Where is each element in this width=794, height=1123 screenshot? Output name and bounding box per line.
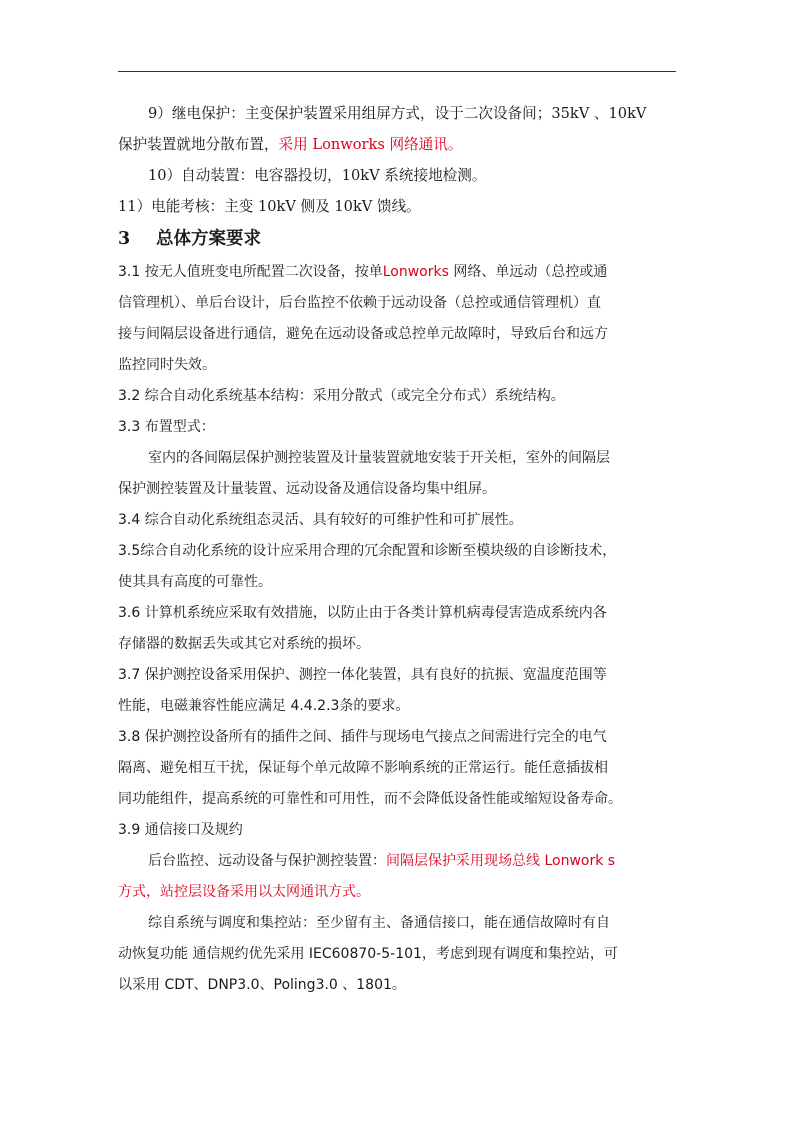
clause-3-8-cont: 同功能组件，提高系统的可靠性和可用性，而不会降低设备性能或缩短设备寿命。 — [118, 791, 622, 807]
clause-3-1-cont: 监控同时失效。 — [118, 357, 216, 373]
clause-3-1: 3.1 按无人值班变电所配置二次设备，按单Lonworks 网络、单远动（总控或通 — [118, 264, 608, 280]
clause-3-5-cont: 使其具有高度的可靠性。 — [118, 574, 272, 590]
highlight-lonworks: Lonworks — [382, 264, 449, 280]
paragraph-auto-device: 10）自动装置：电容器投切，10kV 系统接地检测。 — [148, 167, 487, 184]
section-number: 3 — [118, 229, 131, 249]
highlight-fieldbus: 间隔层保护采用现场总线 Lonwork s — [386, 853, 616, 869]
clause-3-8: 3.8 保护测控设备所有的插件之间、插件与现场电气接点之间需进行完全的电气 — [118, 729, 607, 745]
clause-3-1-cont: 接与间隔层设备进行通信，避免在远动设备或总控单元故障时，导致后台和远方 — [118, 326, 608, 342]
clause-3-3: 3.3 布置型式： — [118, 419, 215, 435]
clause-3-6-cont: 存储器的数据丢失或其它对系统的损坏。 — [118, 636, 370, 652]
clause-3-7-cont: 性能，电磁兼容性能应满足 4.4.2.3条的要求。 — [118, 698, 410, 714]
paragraph-energy-assessment: 11）电能考核：主变 10kV 侧及 10kV 馈线。 — [118, 198, 421, 215]
highlight-lonworks-comm: 采用 Lonworks 网络通讯。 — [278, 136, 463, 153]
section-title: 总体方案要求 — [156, 229, 261, 249]
highlight-ethernet: 方式，站控层设备采用以太网通讯方式。 — [118, 884, 370, 900]
header-rule — [118, 71, 676, 72]
paragraph-relay-protection-cont: 保护装置就地分散布置，采用 Lonworks 网络通讯。 — [118, 136, 463, 153]
clause-3-9-backend: 后台监控、远动设备与保护测控装置：间隔层保护采用现场总线 Lonwork s — [148, 853, 616, 869]
clause-3-3-body-cont: 保护测控装置及计量装置、远动设备及通信设备均集中组屏。 — [118, 481, 496, 497]
section-heading — [118, 222, 678, 257]
paragraph-relay-protection: 9）继电保护：主变保护装置采用组屏方式，设于二次设备间；35kV 、10kV — [148, 105, 647, 122]
clause-3-9-dispatch: 综自系统与调度和集控站：至少留有主、备通信接口，能在通信故障时有自 — [148, 915, 610, 931]
document-page — [118, 98, 678, 1001]
clause-3-9: 3.9 通信接口及规约 — [118, 822, 243, 838]
clause-3-9-dispatch-cont: 以采用 CDT、DNP3.0、Poling3.0 、1801。 — [118, 977, 406, 993]
clause-3-6: 3.6 计算机系统应采取有效措施，以防止由于各类计算机病毒侵害造成系统内各 — [118, 605, 607, 621]
clause-3-9-dispatch-cont: 动恢复功能 通信规约优先采用 IEC60870-5-101，考虑到现有调度和集控站，可 — [118, 946, 618, 962]
clause-3-8-cont: 隔离、避免相互干扰，保证每个单元故障不影响系统的正常运行。能任意插拔相 — [118, 760, 608, 776]
clause-3-5: 3.5综合自动化系统的设计应采用合理的冗余配置和诊断至模块级的自诊断技术， — [118, 543, 617, 559]
clause-3-1-cont: 信管理机）、单后台设计，后台监控不依赖于远动设备（总控或通信管理机）直 — [118, 295, 601, 311]
clause-3-4: 3.4 综合自动化系统组态灵活、具有较好的可维护性和可扩展性。 — [118, 512, 523, 528]
clause-3-3-body: 室内的各间隔层保护测控装置及计量装置就地安装于开关柜，室外的间隔层 — [148, 450, 610, 466]
clause-3-9-backend-cont — [118, 877, 678, 908]
clause-3-2: 3.2 综合自动化系统基本结构：采用分散式（或完全分布式）系统结构。 — [118, 388, 565, 404]
clause-3-7: 3.7 保护测控设备采用保护、测控一体化装置，具有良好的抗振、宽温度范围等 — [118, 667, 607, 683]
